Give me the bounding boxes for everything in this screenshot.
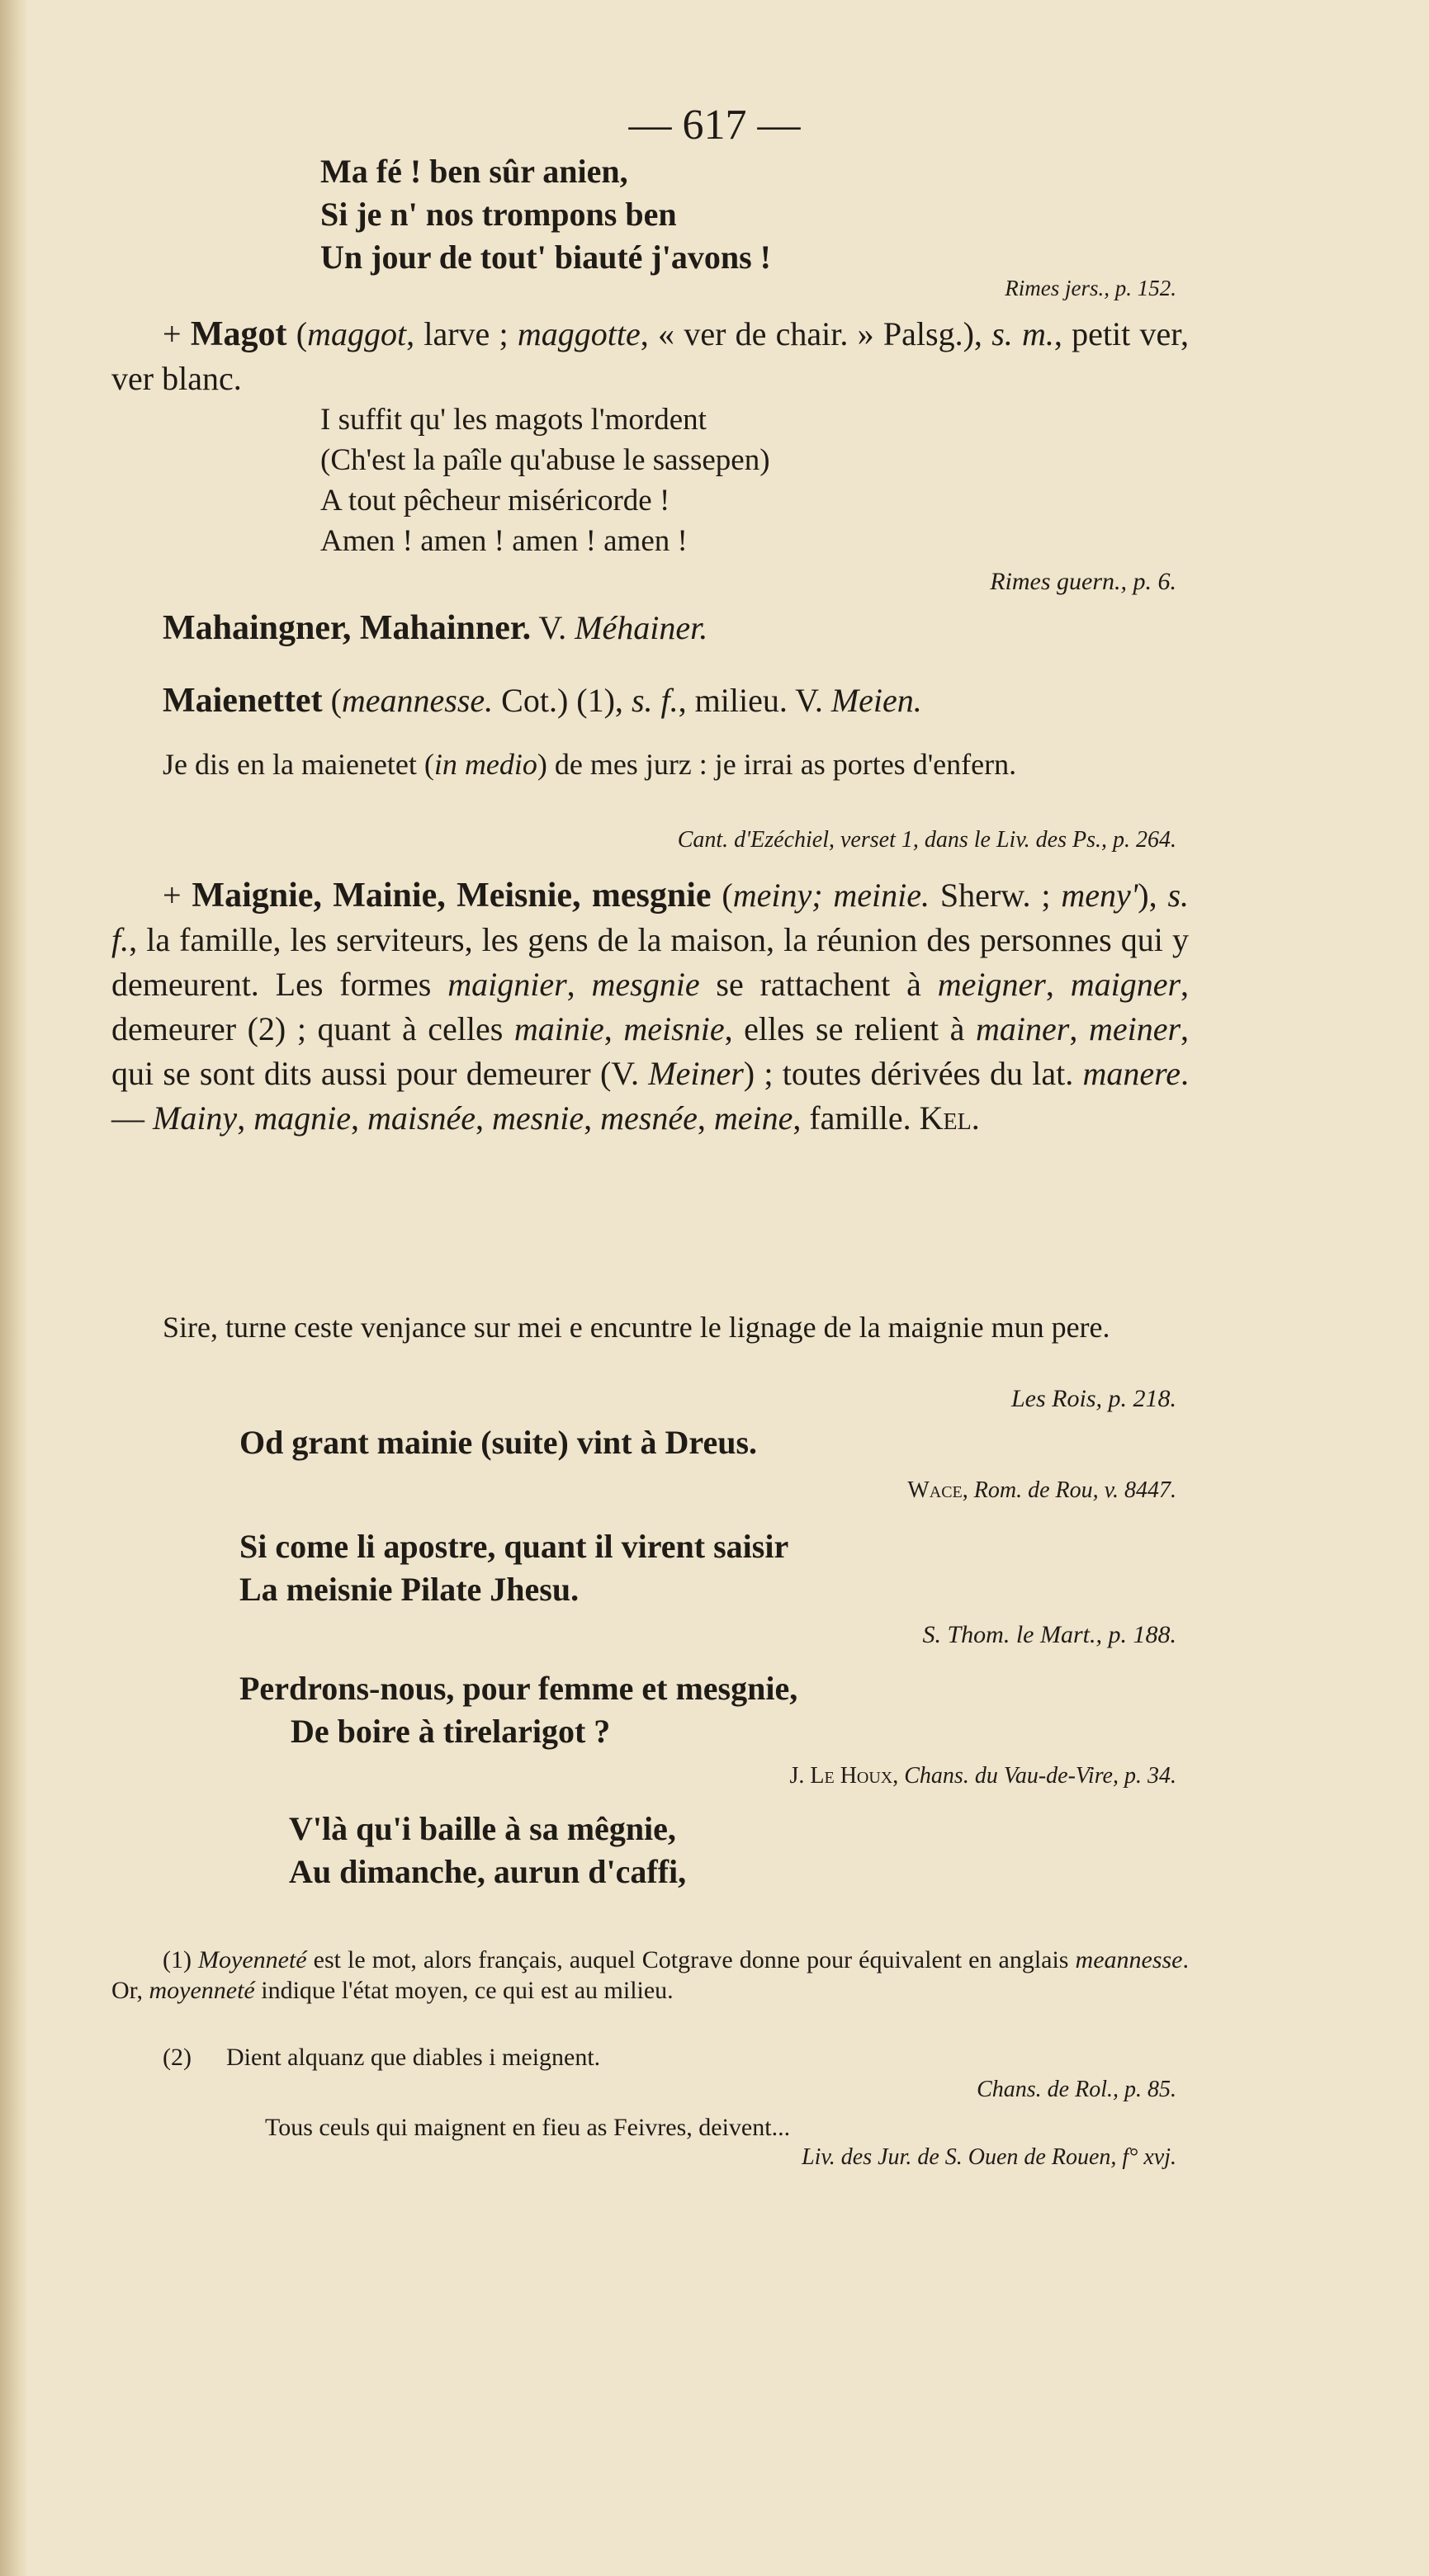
quote-4 [239,1525,1147,1611]
quote-6 [289,1808,1156,1893]
cross-mark: + [163,315,182,352]
footnote-1: (1) Moyenneté est le mot, alors français, auquel Cotgrave donne pour équivalent en anglais meannesse. Or, moyenneté indique l'état moyen, ce qui est au milieu. [111,1946,1189,2004]
verse-line: V'là qu'i baille à sa mêgnie, [289,1810,676,1847]
page-number: — 617 — [628,102,801,149]
cross-mark: + [163,877,182,914]
poem-2 [320,399,1187,561]
page-edge-shadow [0,0,28,2576]
entry-maienettet: Maienettet (meannesse. Cot.) (1), s. f., milieu. V. Meien. [163,682,922,720]
verse-line: (Ch'est la paîle qu'abuse le sassepen) [320,443,770,477]
verse-line: Perdrons-nous, pour femme et mesgnie, [239,1670,798,1707]
citation: Cant. d'Ezéchiel, verset 1, dans le Liv. des Ps., p. 264. [677,827,1176,853]
poem-1 [320,150,1146,279]
footnote-2: (2) Dient alquanz que diables i meignent. [163,2044,601,2071]
citation: Rimes guern., p. 6. [990,568,1176,595]
verse-line: Au dimanche, aurun d'caffi, [289,1853,687,1890]
citation: Liv. des Jur. de S. Ouen de Rouen, f° xvj. [802,2144,1176,2170]
quote-5 [239,1667,1147,1753]
headword: Maignie, Mainie, Meisnie, mesgnie [192,877,712,915]
verse-line: Si come li apostre, quant il virent saisir [239,1528,789,1565]
citation: Les Rois, p. 218. [1010,1385,1176,1412]
citation: Wace, Rom. de Rou, v. 8447. [907,1477,1176,1503]
quote-1: Je dis en la maienetet (in medio) de mes jurz : je irrai as portes d'enfern. [163,748,1017,781]
citation: S. Thom. le Mart., p. 188. [922,1621,1176,1648]
verse-line: La meisnie Pilate Jhesu. [239,1571,580,1608]
quote-2: Sire, turne ceste venjance sur mei e encuntre le lignage de la maignie mun pere. [163,1311,1110,1344]
verse-line: Si je n' nos trompons ben [320,196,677,233]
headword: Maienettet [163,682,323,720]
verse-line: A tout pêcheur miséricorde ! [320,484,670,518]
footnote-quote: Tous ceuls qui maignent en fieu as Feivres, deivent... [265,2114,791,2141]
citation: Chans. de Rol., p. 85. [977,2077,1176,2102]
entry-mahaingner: Mahaingner, Mahainner. V. Méhainer. [163,609,708,647]
citation: J. Le Houx, Chans. du Vau-de-Vire, p. 34. [789,1763,1176,1789]
verse-line: De boire à tirelarigot ? [291,1713,611,1750]
entry-magot: + Magot (maggot, larve ; maggotte, « ver de chair. » Palsg.), s. m., petit ver, ver blanc. [111,315,1190,397]
verse-line: Ma fé ! ben sûr anien, [320,153,628,190]
quote-3: Od grant mainie (suite) vint à Dreus. [239,1424,758,1461]
headword: Magot [190,315,287,353]
verse-line: I suffit qu' les magots l'mordent [320,403,707,437]
verse-line: Amen ! amen ! amen ! amen ! [320,524,688,558]
citation: Rimes jers., p. 152. [1005,276,1176,300]
verse-line: Un jour de tout' biauté j'avons ! [320,239,771,276]
headword: Mahaingner, Mahainner. [163,609,532,647]
entry-maignie: + Maignie, Mainie, Meisnie, mesgnie (meiny; meinie. Sherw. ; meny'), s. f., la famille, les serviteurs, les gens de la maison, la réunion des personnes qui y demeurent. Les formes maignier, mesgnie se rattachent à meigner, maigner, demeurer (2) ; quant à celles mainie, meisnie, elles se relient à mainer, meiner, qui se sont dits aussi pour demeurer (V. Meiner) ; toutes dérivées du lat. manere. — Mainy, magnie, maisnée, mesnie, mesnée, meine, famille. Kel. [111,877,1190,1137]
